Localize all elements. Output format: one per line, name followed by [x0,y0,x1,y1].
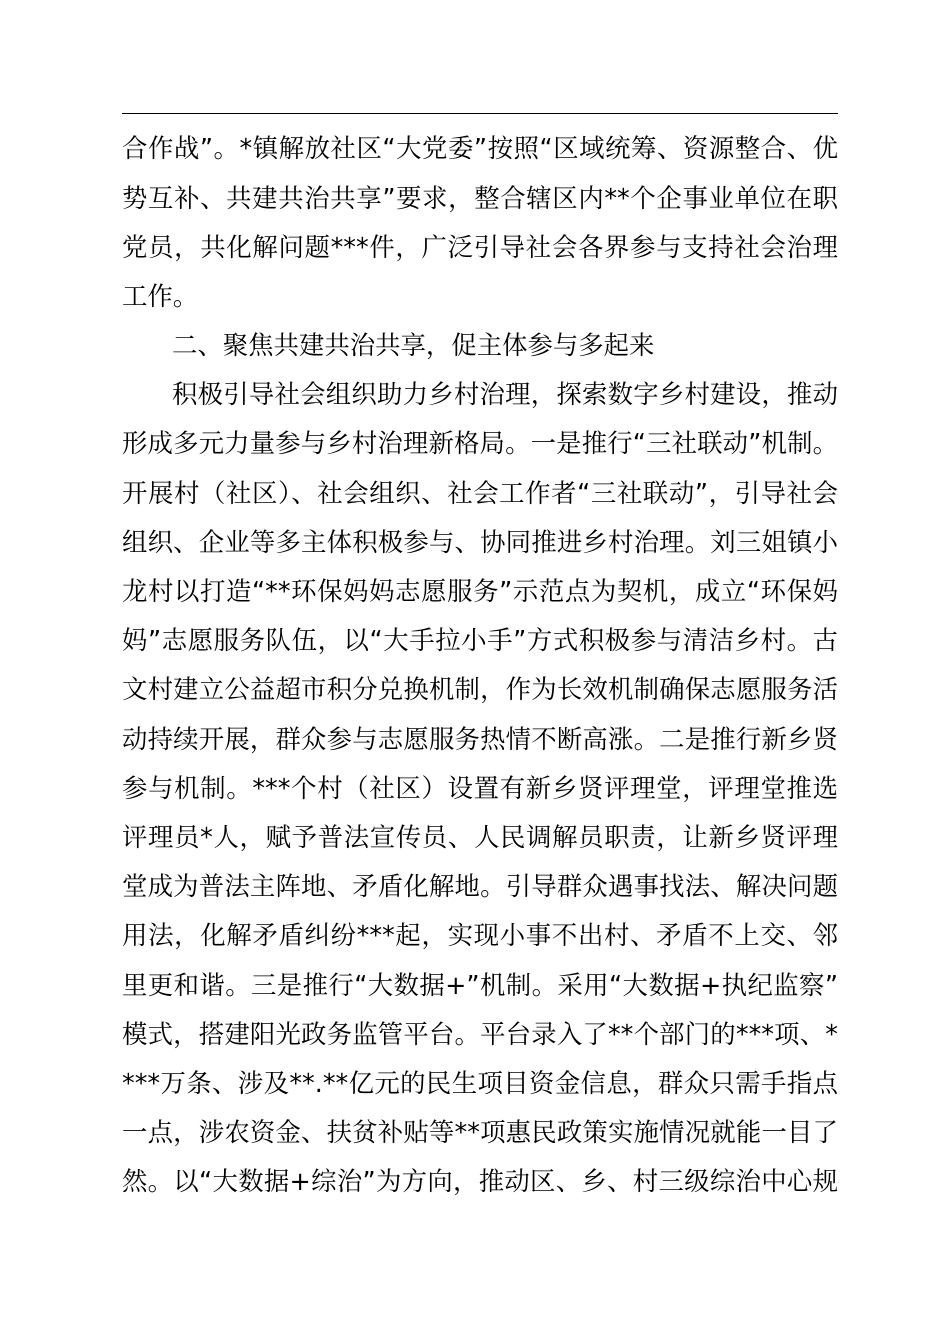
text-line: 里更和谐。三是推行“大数据+”机制。采用“大数据+执纪监察” [122,970,838,1000]
section-heading: 二、聚焦共建共治共享，促主体参与多起来 [172,330,655,360]
text-line: 形成多元力量参与乡村治理新格局。一是推行“三社联动”机制。 [122,428,838,458]
text-line: 合作战”。*镇解放社区“大党委”按照“区域统筹、资源整合、优 [122,133,838,163]
text-line: 开展村（社区）、社会组织、社会工作者“三社联动”，引导社会 [122,478,838,508]
text-line: 组织、企业等多主体积极参与、协同推进乡村治理。刘三姐镇小 [122,527,838,557]
text-line: 动持续开展，群众参与志愿服务热情不断高涨。二是推行新乡贤 [122,724,838,754]
text-line: 积极引导社会组织助力乡村治理，探索数字乡村建设，推动 [172,379,838,409]
text-line: 评理员*人，赋予普法宣传员、人民调解员职责，让新乡贤评理 [122,822,838,852]
text-line: 模式，搭建阳光政务监管平台。平台录入了**个部门的***项、* [122,1019,838,1049]
text-line: 工作。 [122,281,199,311]
header-rule [122,113,838,114]
text-line: 文村建立公益超市积分兑换机制，作为长效机制确保志愿服务活 [122,674,838,704]
text-line: 一点，涉农资金、扶贫补贴等**项惠民政策实施情况就能一目了 [122,1117,838,1147]
text-line: 参与机制。***个村（社区）设置有新乡贤评理堂，评理堂推选 [122,773,838,803]
text-line: 堂成为普法主阵地、矛盾化解地。引导群众遇事找法、解决问题 [122,871,838,901]
text-line: ***万条、涉及**.**亿元的民生项目资金信息，群众只需手指点 [122,1068,838,1098]
text-line: 党员，共化解问题***件，广泛引导社会各界参与支持社会治理 [122,232,838,262]
text-line: 用法，化解矛盾纠纷***起，实现小事不出村、矛盾不上交、邻 [122,920,838,950]
text-line: 龙村以打造“**环保妈妈志愿服务”示范点为契机，成立“环保妈 [122,576,838,606]
text-line: 妈”志愿服务队伍，以“大手拉小手”方式积极参与清洁乡村。古 [122,625,838,655]
text-line: 势互补、共建共治共享”要求，整合辖区内**个企事业单位在职 [122,183,838,213]
text-line: 然。以“大数据+综治”为方向，推动区、乡、村三级综治中心规 [122,1166,838,1196]
